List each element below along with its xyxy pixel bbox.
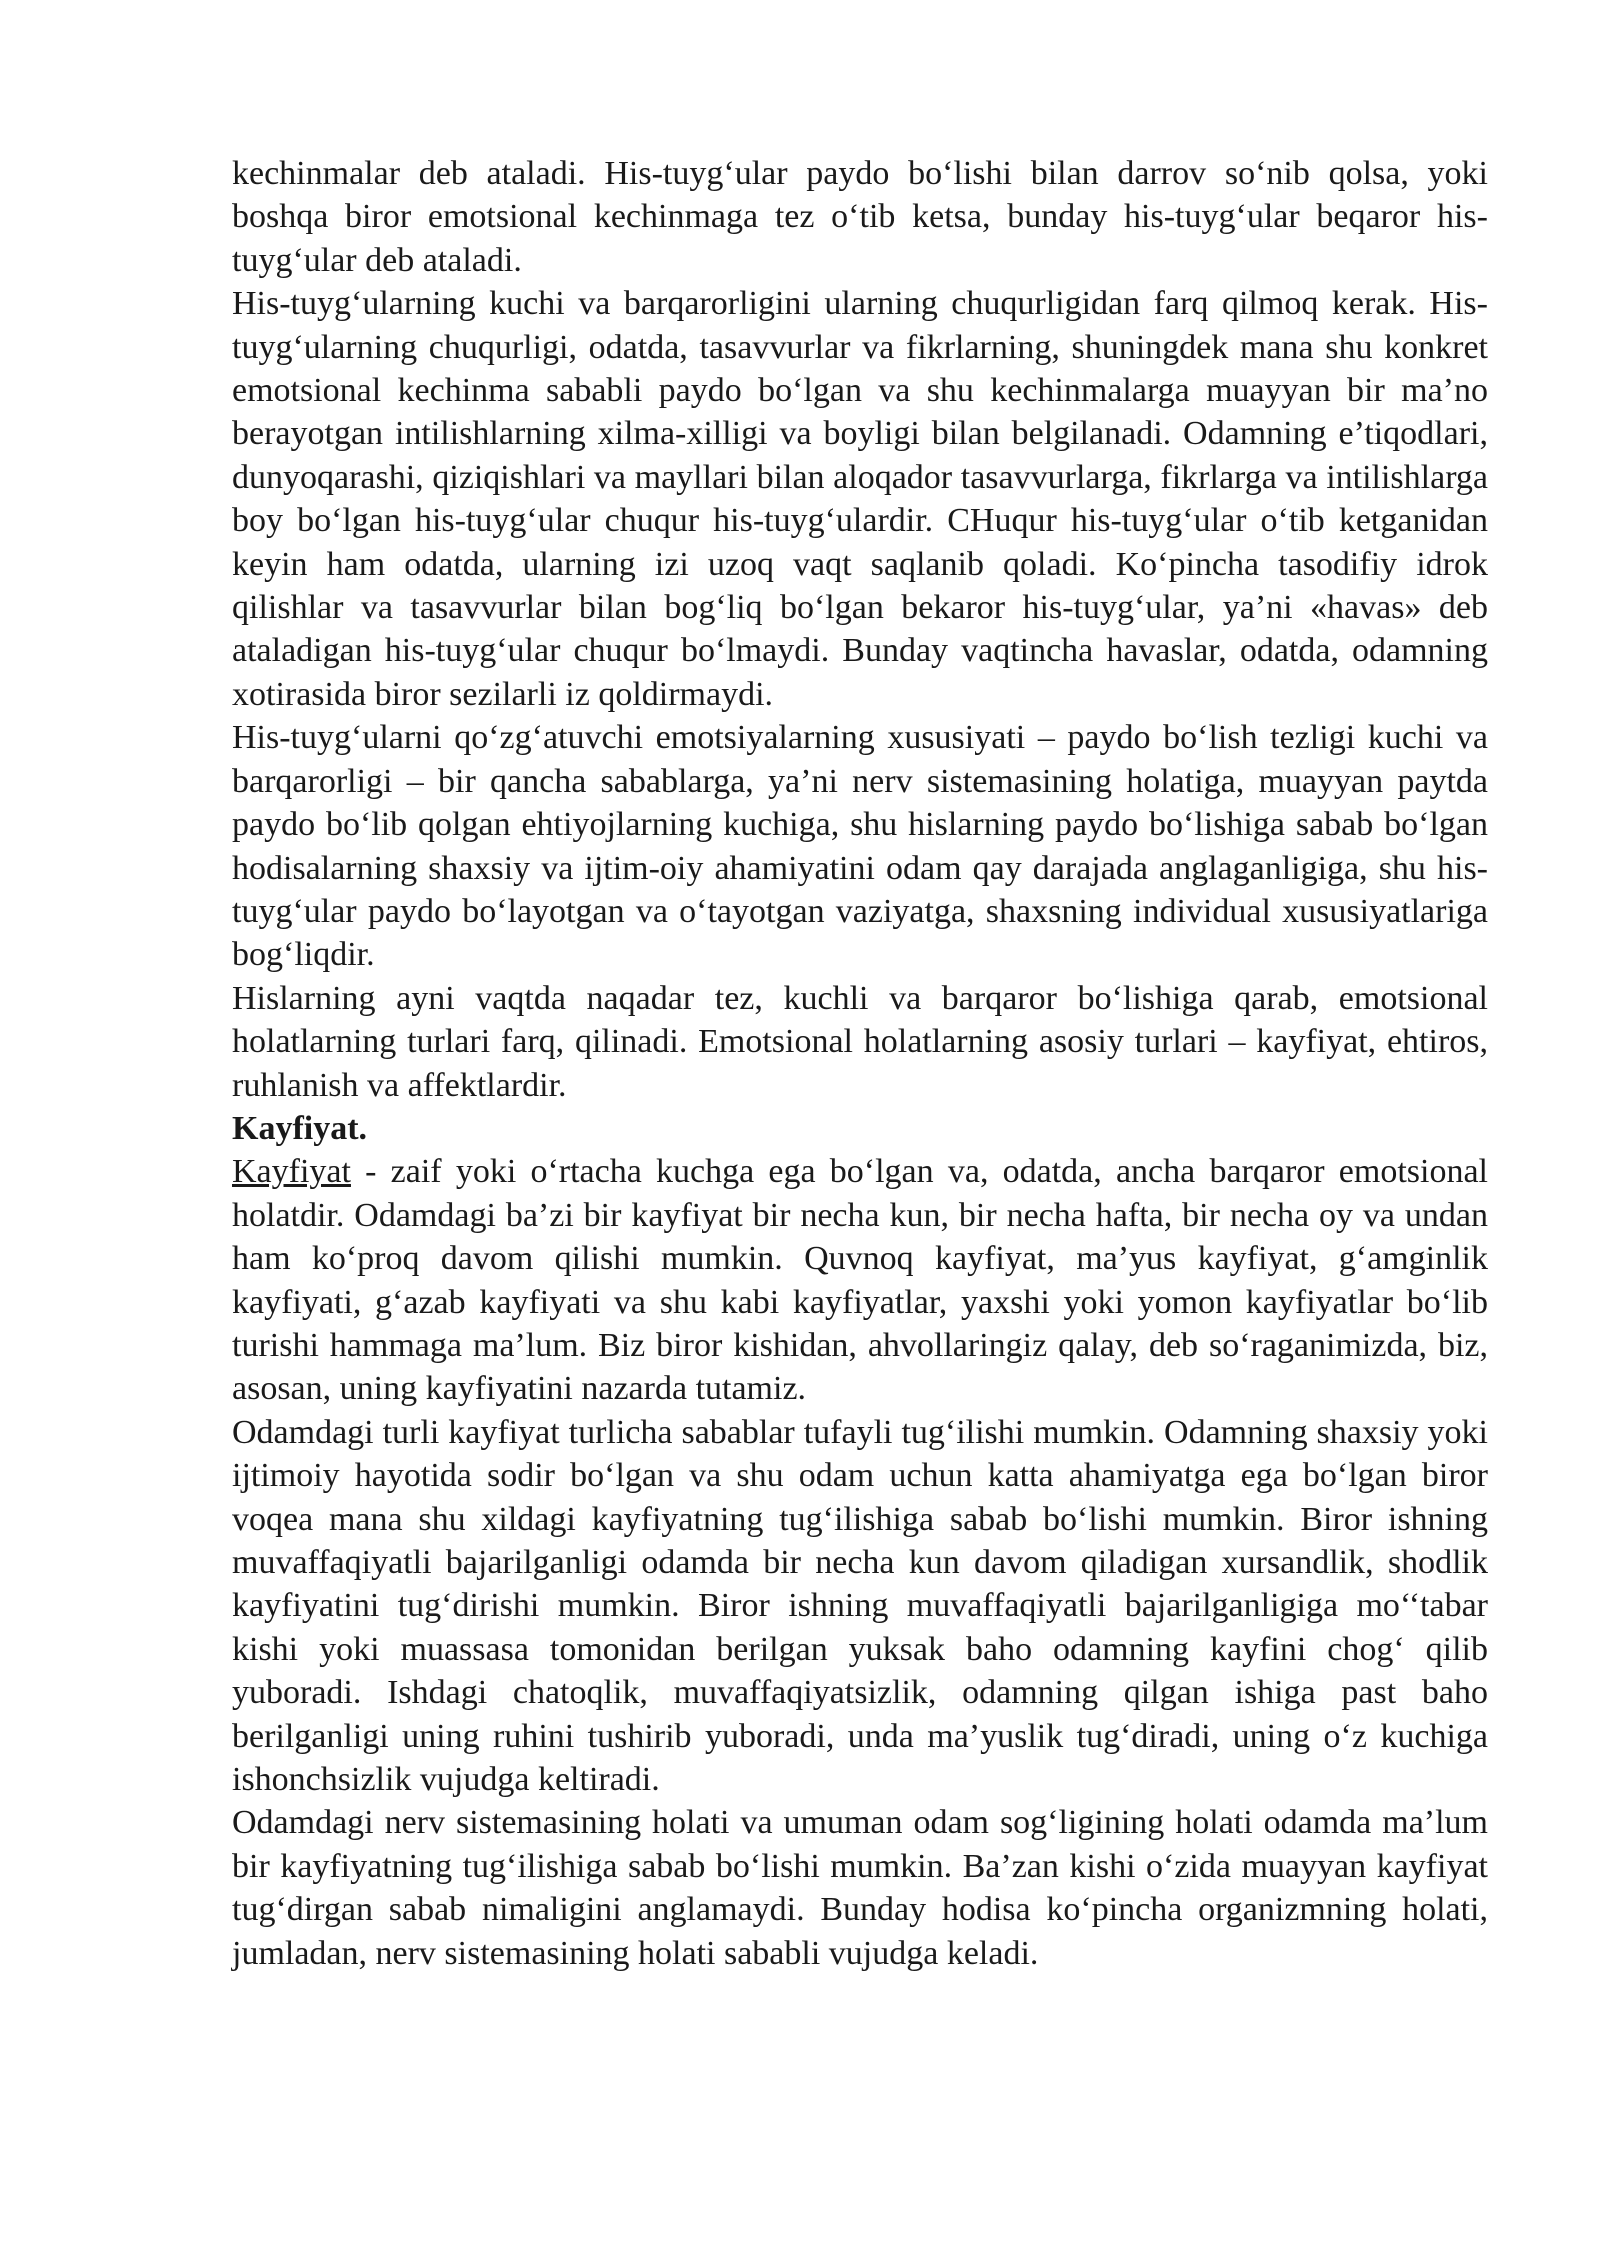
paragraph: kechinmalar deb ataladi. His-tuyg‘ular paydo bo‘lishi bilan darrov so‘nib qolsa, yoki boshqa biror emotsional kechinmaga tez o‘tib ketsa, bunday his-tuyg‘ular beqaror his-tuyg‘ular deb ataladi. bbox=[232, 155, 1488, 279]
paragraph: Odamdagi turli kayfiyat turlicha sabablar tufayli tug‘ilishi mumkin. Odamning shaxsiy yoki ijtimoiy hayotida sodir bo‘lgan va shu odam uchun katta ahamiyatga ega bo‘lgan biror voqea mana shu xildagi kayfiyatning tug‘ilishiga sabab bo‘lishi mumkin. Biror ishning muvaffaqiyatli bajarilganligi odamda bir necha kun davom qiladigan xursandlik, shodlik kayfiyatini tug‘dirishi mumkin. Biror ishning muvaffaqiyatli bajarilganligiga mo‘‘tabar kishi yoki muassasa tomonidan berilgan yuksak baho odamning kayfini chog‘ qilib yuboradi. Ishdagi chatoqlik, muvaffaqiyatsizlik, odamning qilgan ishiga past baho berilganligi uning ruhini tushirib yuboradi, unda ma’yuslik tug‘diradi, uning o‘z kuchiga ishonchsizlik vujudga keltiradi. bbox=[232, 1413, 1488, 1799]
paragraph: Odamdagi nerv sistemasining holati va umuman odam sog‘ligining holati odamda ma’lum bir kayfiyatning tug‘ilishiga sabab bo‘lishi mumkin. Ba’zan kishi o‘zida muayyan kayfiyat tug‘dirgan sabab nimaligini anglamaydi. Bunday hodisa ko‘pincha organizmning holati, jumladan, nerv sistemasining holati sababli vujudga keladi. bbox=[232, 1804, 1488, 1972]
paragraph: His-tuyg‘ularning kuchi va barqarorligini ulаrning chuqurligidan farq qilmoq kerak. His-tuyg‘ularning chuqurligi, odatda, tasavvurlar va fikrlarning, shuningdek mana shu konkret emotsional kechinma sababli paydo bo‘lgan va shu kechinmalarga muayyan bir ma’no berayotgan intilishlarning xilma-xilligi va boyligi bilan belgilanadi. Odamning e’tiqodlari, dunyoqarashi, qiziqishlari va mayllari bilan aloqador tasavvurlarga, fikrlarga va intilishlarga boy bo‘lgan his-tuyg‘ular chuqur his-tuyg‘ulardir. CHuqur his-tuyg‘ular o‘tib ketganidan keyin ham odatda, ularning izi uzoq vaqt saqlanib qoladi. Ko‘pincha tasodifiy idrok qilishlar va tasavvurlar bilan bog‘liq bo‘lgan bekaror his-tuyg‘ular, ya’ni «havas» deb ataladigan his-tuyg‘ular chuqur bo‘lmaydi. Bunday vaqtincha havaslar, odatda, odamning xotirasida biror sezilarli iz qoldirmaydi. bbox=[232, 285, 1488, 713]
section-heading: Kayfiyat. bbox=[232, 1109, 368, 1147]
paragraph: Hislarning ayni vaqtda naqadar tez, kuchli va barqaror bo‘lishiga qarab, emotsional holatlarning turlari farq, qilinadi. Emotsional holatlarning asosiy turlari – kayfiyat, ehtiros, ruhlanish va affektlardir. bbox=[232, 979, 1488, 1104]
definition-paragraph bbox=[232, 1150, 1488, 1410]
document-page bbox=[232, 152, 1488, 1975]
paragraph: His-tuyg‘ularni qo‘zg‘atuvchi emotsiyalarning xususiyati – paydo bo‘lish tezligi kuchi va barqarorligi – bir qancha sabablarga, ya’ni nerv sistemasining holatiga, muayyan paytda paydo bo‘lib qolgan ehtiyojlarning kuchiga, shu hislarning paydo bo‘lishiga sabab bo‘lgan hodisalarning shaxsiy va ijtim-oiy ahamiyatini odam qay darajada anglaganligiga, shu his-tuyg‘ular paydo bo‘layotgan va o‘tayotgan vaziyatga, shaxsning individual xususiyatlariga bog‘liqdir. bbox=[232, 719, 1488, 974]
definition-term: Kayfiyat bbox=[232, 1153, 351, 1191]
definition-text: - zaif yoki o‘rtacha kuchga ega bo‘lgan va, odatda, ancha barqaror emotsional holatdir. Odamdagi ba’zi bir kayfiyat bir necha kun, bir necha hafta, bir necha oy va undan ham ko‘proq davom qilishi mumkin. Quvnoq kayfiyat, ma’yus kayfiyat, g‘amginlik kayfiyati, g‘azab kayfiyati va shu kabi kayfiyatlar, yaxshi yoki yomon kayfiyatlar bo‘lib turishi hammaga ma’lum. Biz biror kishidan, ahvollaringiz qalay, deb so‘raganimizda, biz, asosan, uning kayfiyatini nazarda tutamiz. bbox=[232, 1153, 1488, 1408]
